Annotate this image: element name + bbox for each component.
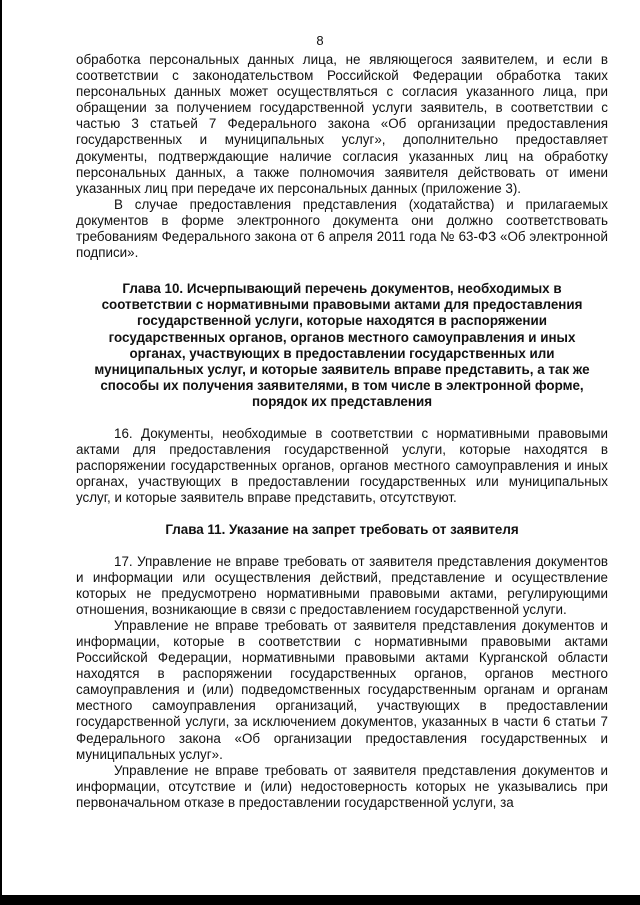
heading-chapter-10: Глава 10. Исчерпывающий перечень документов, необходимых в соответствии с нормативными правовыми актами для предоставления государственной услуги, которые находятся в распоряжении государственных органов, органов местного самоуправления и иных органах, участвующих в предоставлении государственных или муниципальных услуг, и которые заявитель вправе представить, а так же способы их получения заявителями, в том числе в электронной форме, порядок их представления xyxy=(94,281,590,409)
paragraph-personal-data: обработка персональных данных лица, не являющегося заявителем, и если в соответствии с законодательством Российской Федерации обработка таких персональных данных может осуществляться с согласия указанного лица, при обращении за получением государственной услуги заявитель, в соответствии с частью 3 статьей 7 Федерального закона «Об организации предоставления государственных и муниципальных услуг», дополнительно предоставляет документы, подтверждающие наличие согласия указанных лиц на обработку персональных данных, а также полномочия заявителя действовать от имени указанных лиц при передаче их персональных данных (приложение 3). xyxy=(76,52,608,196)
paragraph-initial-refusal: Управление не вправе требовать от заявителя представления документов и информации, отсутствие и (или) недостоверность которых не указывались при первоначальном отказе в предоставлении государственной услуги, за xyxy=(76,762,608,810)
spacer xyxy=(76,410,608,426)
heading-chapter-11: Глава 11. Указание на запрет требовать от заявителя xyxy=(165,522,519,538)
spacer xyxy=(76,506,608,522)
spacer xyxy=(76,539,608,554)
scan-bottom-edge xyxy=(0,895,640,905)
scan-left-edge xyxy=(0,0,2,905)
document-body xyxy=(76,52,608,811)
page-number: 8 xyxy=(316,33,324,48)
paragraph-16: 16. Документы, необходимые в соответствии с нормативными правовыми актами для предоставления государственной услуги, которые находятся в распоряжении государственных органов, органов местного самоуправления и иных органах, участвующих в предоставлении государственных или муниципальных услуг, и которые заявитель вправе представить, отсутствуют. xyxy=(76,425,608,506)
spacer xyxy=(76,261,608,281)
paragraph-17: 17. Управление не вправе требовать от заявителя представления документов и информации или осуществления действий, представление и осуществление которых не предусмотрено нормативными правовыми актами, регулирующими отношения, возникающие в связи с предоставлением государственной услуги. xyxy=(76,553,608,617)
paragraph-electronic-document: В случае предоставления представления (ходатайства) и прилагаемых документов в форме электронного документа они должно соответствовать требованиям Федерального закона от 6 апреля 2011 года № 63-ФЗ «Об электронной подписи». xyxy=(76,196,608,261)
paragraph-documents-in-possession: Управление не вправе требовать от заявителя представления документов и информации, которые в соответствии с нормативными правовыми актами Российской Федерации, нормативными правовыми актами Курганской области находятся в распоряжении государственных органов, органов местного самоуправления и (или) подведомственных государственным органам и органам местного самоуправления организаций, участвующих в предоставлении государственной услуги, за исключением документов, указанных в части 6 статьи 7 Федерального закона «Об организации предоставления государственных и муниципальных услуг». xyxy=(76,617,608,762)
